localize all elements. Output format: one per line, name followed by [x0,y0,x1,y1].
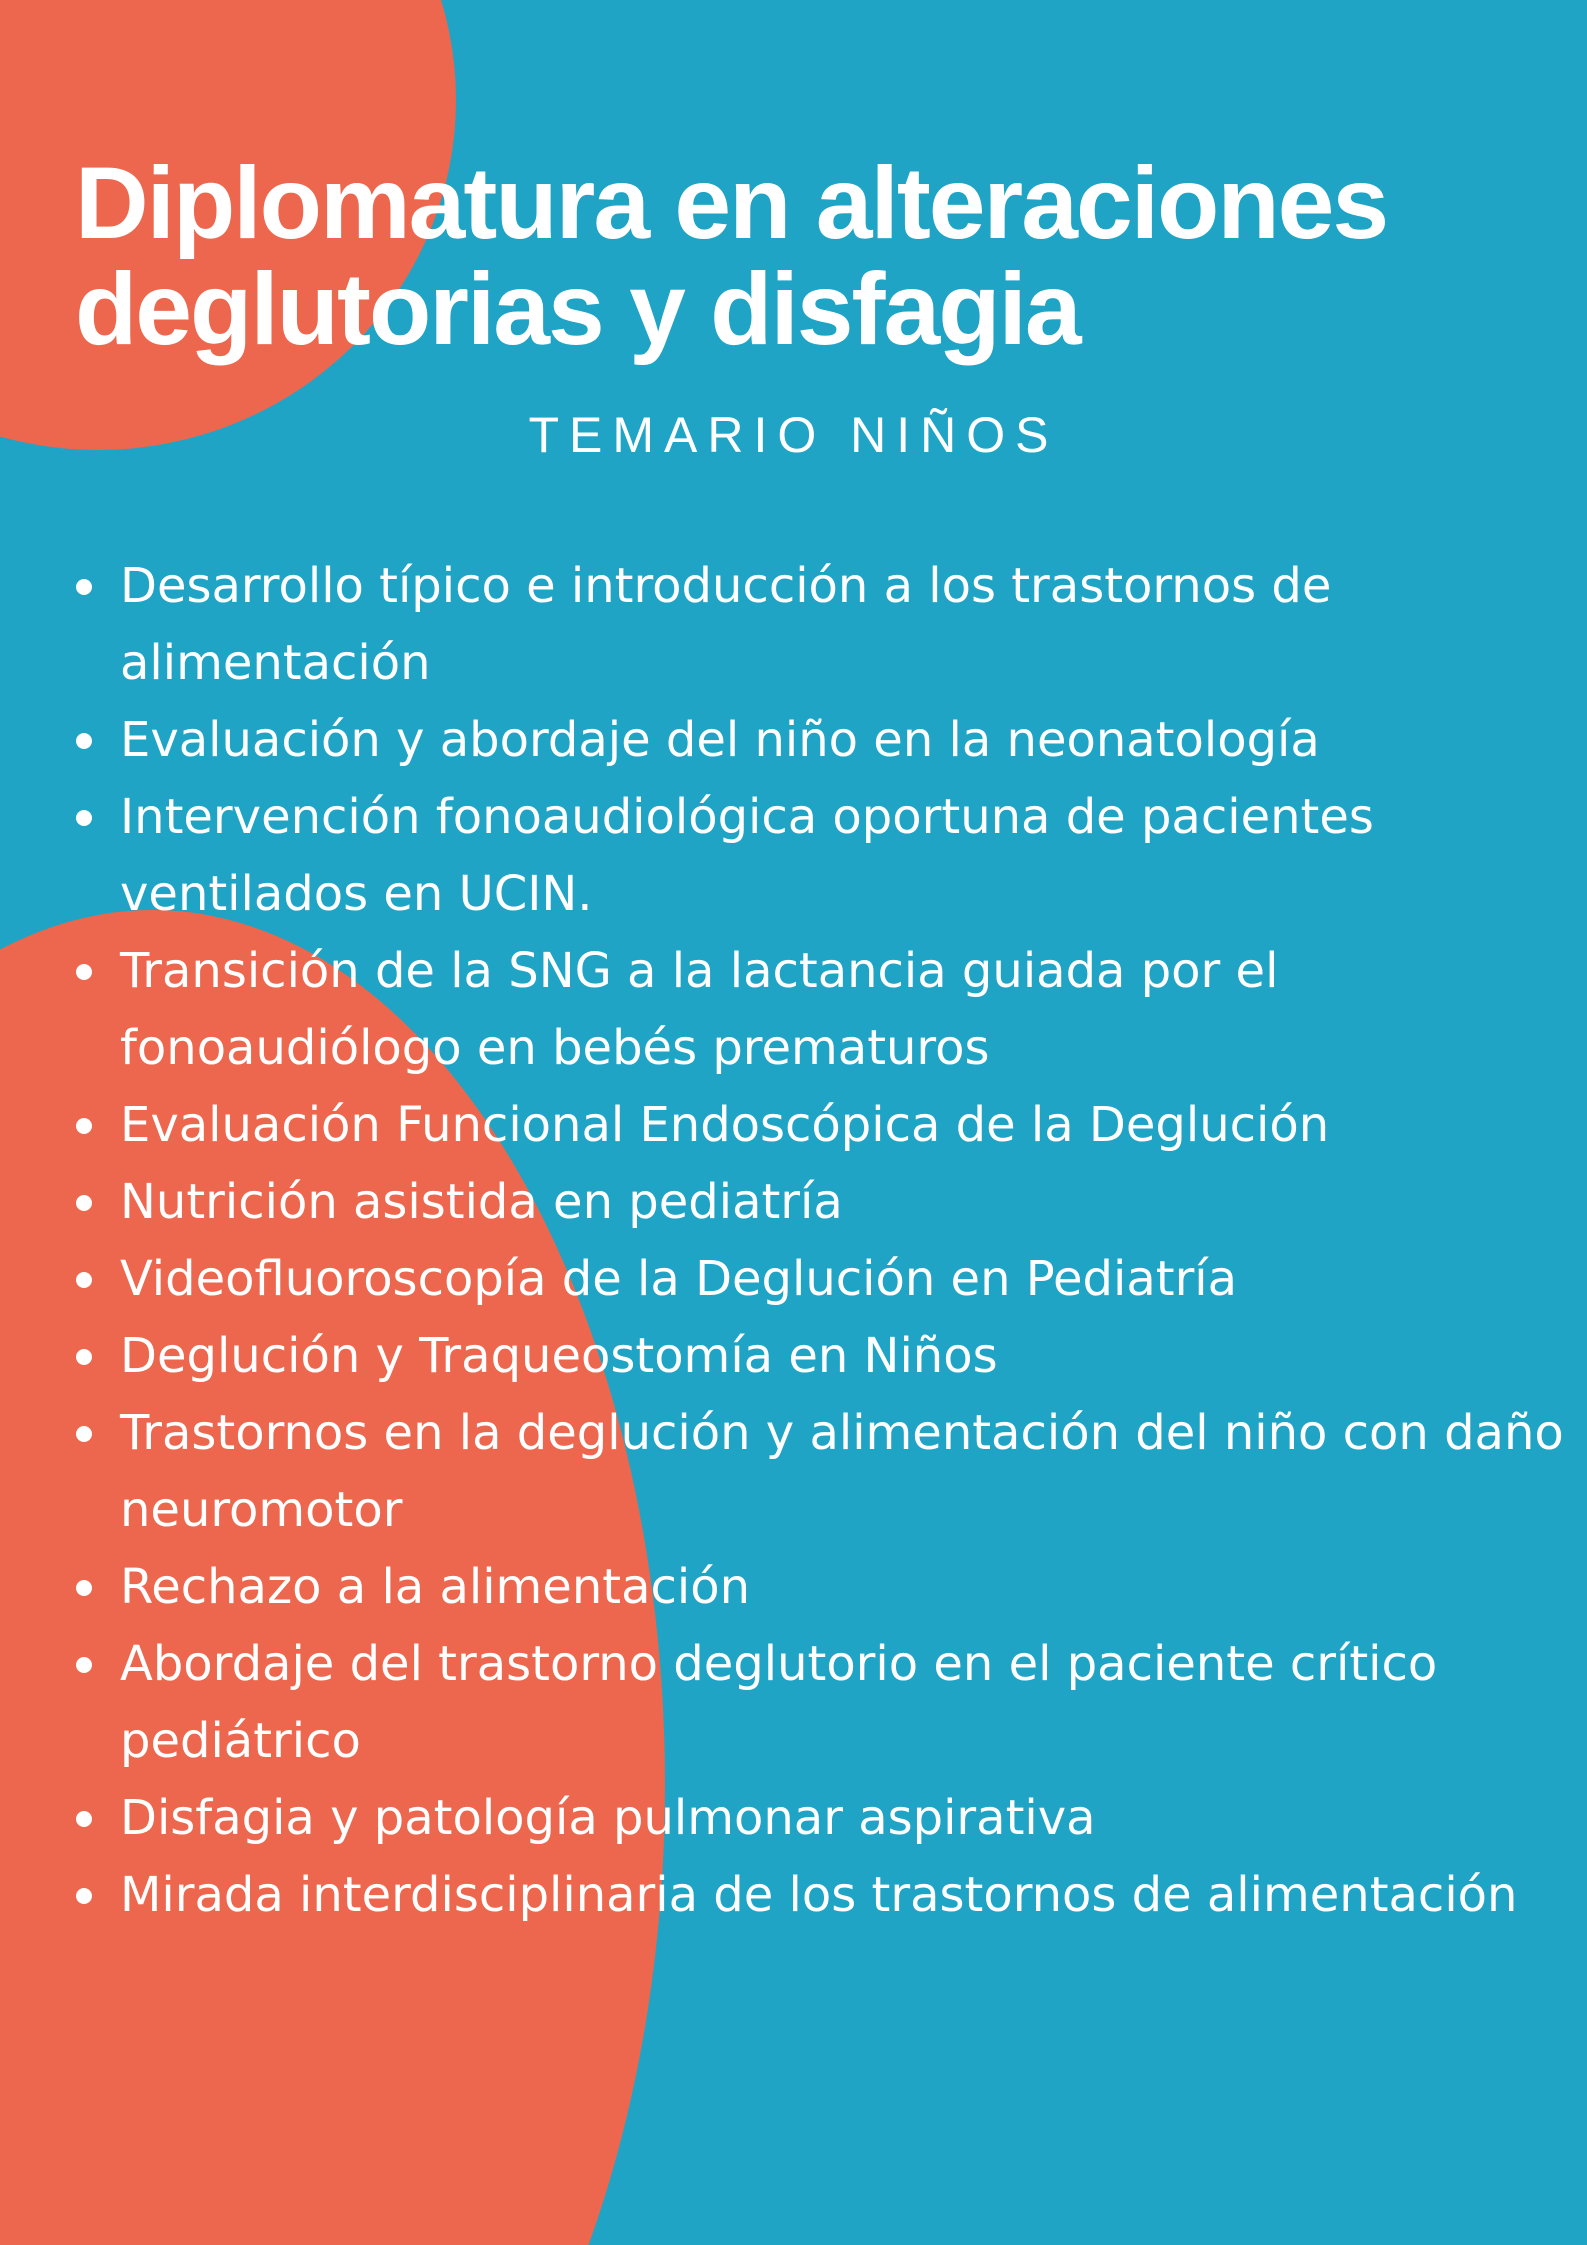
topic-text: Intervención fonoaudiológica oportuna de pacientes ventilados en UCIN. [120,789,1374,922]
bullet-icon [76,1580,92,1596]
title-line-1: Diplomatura en alteraciones [75,146,1388,260]
list-item [72,1241,1572,1318]
list-item [72,1318,1572,1395]
bullet-icon [76,733,92,749]
bullet-icon [76,1657,92,1673]
list-item [72,933,1572,1087]
topic-text: Evaluación Funcional Endoscópica de la Deglución [120,1097,1330,1153]
bullet-icon [76,1272,92,1288]
list-item [72,1780,1572,1857]
title-line-2: deglutorias y disfagia [75,252,1080,366]
subtitle: TEMARIO NIÑOS [528,407,1059,463]
topic-text: Abordaje del trastorno deglutorio en el paciente crítico pediátrico [120,1636,1438,1769]
list-item [72,1549,1572,1626]
list-item [72,1087,1572,1164]
bullet-icon [76,1195,92,1211]
topic-text: Transición de la SNG a la lactancia guiada por el fonoaudiólogo en bebés prematuros [120,943,1279,1076]
topic-text: Mirada interdisciplinaria de los trastornos de alimentación [120,1867,1518,1923]
bullet-icon [76,810,92,826]
list-item [72,1395,1572,1549]
topic-text: Trastornos en la deglución y alimentación del niño con daño neuromotor [120,1405,1564,1538]
list-item [72,702,1572,779]
topic-text: Rechazo a la alimentación [120,1559,750,1615]
topic-text: Desarrollo típico e introducción a los trastornos de alimentación [120,558,1332,691]
bullet-icon [76,579,92,595]
page-title [75,146,1565,366]
topic-list [72,548,1572,1934]
bullet-icon [76,1426,92,1442]
list-item [72,1164,1572,1241]
topic-text: Disfagia y patología pulmonar aspirativa [120,1790,1096,1846]
topic-text: Videofluoroscopía de la Deglución en Pediatría [120,1251,1238,1307]
bullet-icon [76,1349,92,1365]
list-item [72,779,1572,933]
bullet-icon [76,1888,92,1904]
list-item [72,1626,1572,1780]
topic-text: Nutrición asistida en pediatría [120,1174,843,1230]
list-item [72,548,1572,702]
list-item [72,1857,1572,1934]
bullet-icon [76,964,92,980]
topic-text: Deglución y Traqueostomía en Niños [120,1328,998,1384]
topic-text: Evaluación y abordaje del niño en la neonatología [120,712,1320,768]
bullet-icon [76,1118,92,1134]
bullet-icon [76,1811,92,1827]
